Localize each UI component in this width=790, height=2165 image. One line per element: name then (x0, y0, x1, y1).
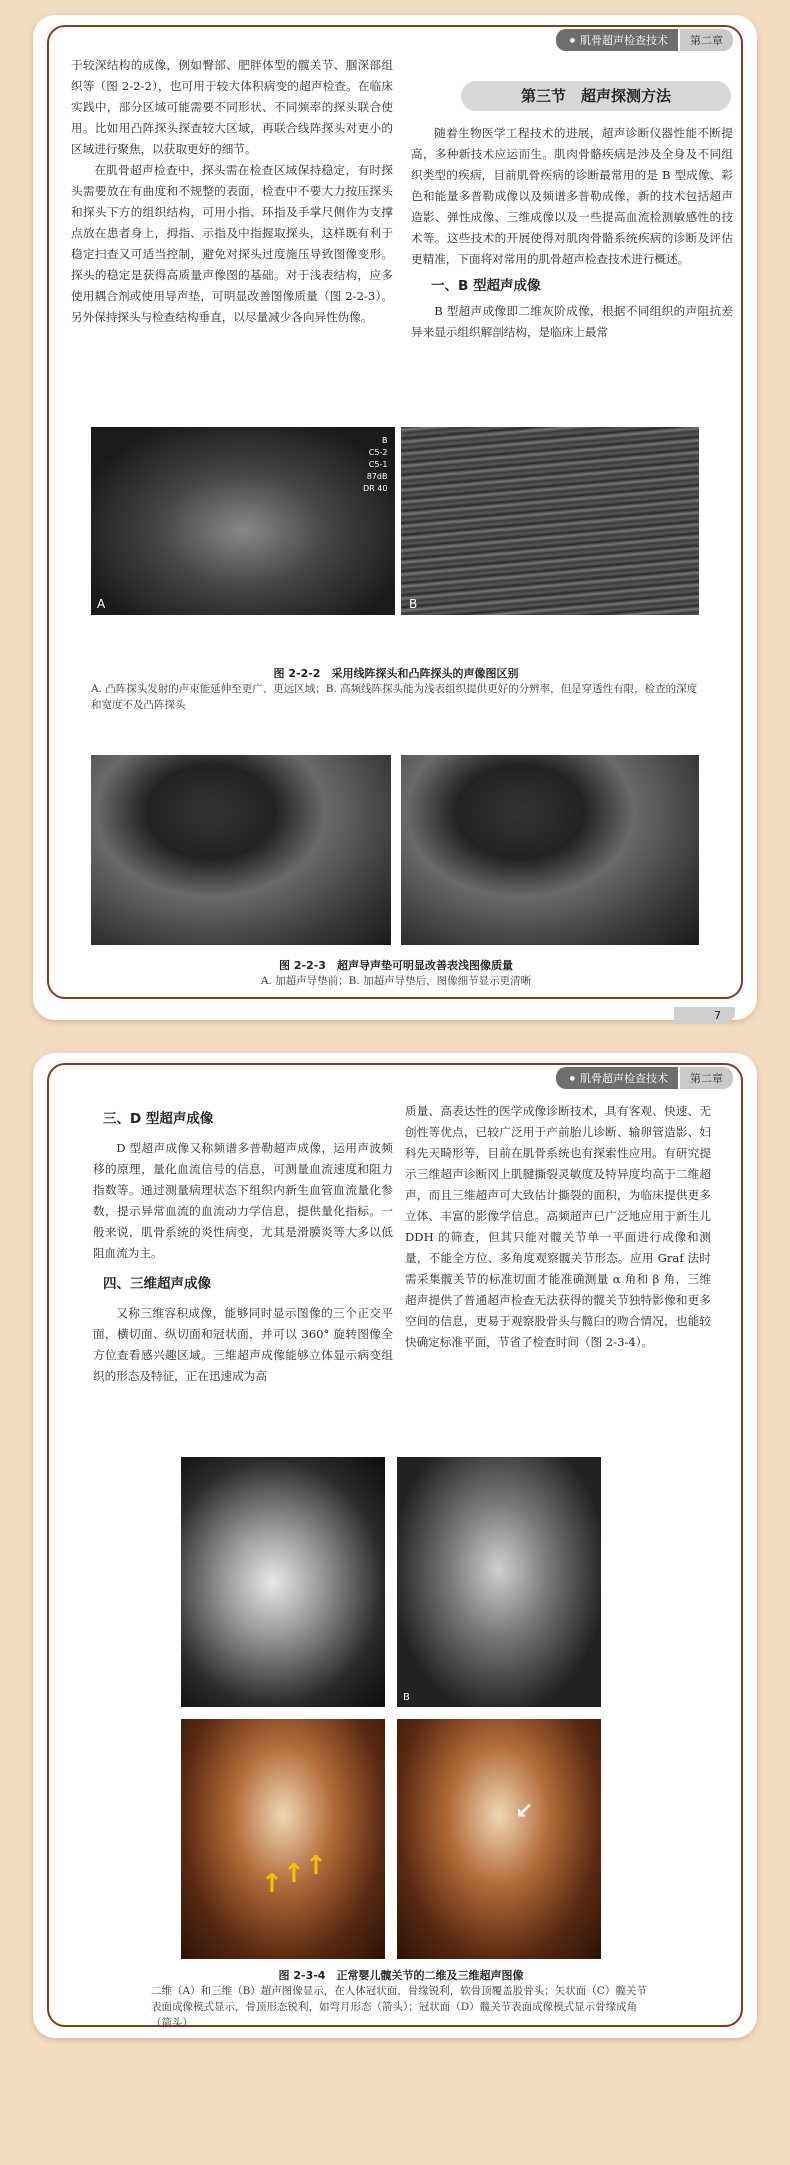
running-header (556, 1067, 733, 1089)
chapter-label: 第二章 (680, 29, 733, 51)
bullet-icon: ● (569, 1074, 575, 1082)
arrow-up-icon: ↑ (283, 1859, 305, 1889)
paragraph: 于较深结构的成像，例如臀部、肥胖体型的髋关节、腘深部组织等（图 2-2-2），也可用于较大体积病变的超声检查。在临床实践中，部分区域可能需要不同形状、不同频率的探头联合使用。比如用凸阵探头探查较大区域，再联合线阵探头对更小的区域进行聚焦，以获取更好的细节。 (71, 58, 393, 156)
paragraph: 质量、高表达性的医学成像诊断技术，具有客观、快速、无创性等优点，已较广泛用于产前胎儿诊断、输卵管造影、妇科先天畸形等，目前在肌骨系统也有探索性应用。有研究提示三维超声诊断冈上肌腱撕裂灵敏度及特异度均高于二维超声，而且三维超声可大致估计撕裂的面积，为临床提供更多立体、丰富的影像学信息。高频超声已广泛地应用于新生儿 DDH 的筛查，但其只能对髋关节单一平面进行成像和测量，不能全方位、多角度观察髋关节形态。应用 Graf 法时需采集髋关节的标准切面才能准确测量 α 角和 β 角，三维超声提供了普通超声检查无法获得的髋关节独特影像和更多空间的信息，更易于观察股骨头与髋臼的吻合情况，也能较快确定标准平面，节省了检查时间（图 2-3-4）。 (405, 1104, 711, 1349)
ultrasound-image-linear (401, 427, 699, 615)
right-column (411, 123, 733, 343)
paragraph: B 型超声成像即二维灰阶成像，根据不同组织的声阻抗差异来显示组织解剖结构，是临床上最常 (411, 304, 733, 339)
hip-3d-ultrasound-image (397, 1457, 601, 1707)
arrow-up-icon: ↑ (261, 1869, 283, 1899)
subsection-title: 一、B 型超声成像 (431, 278, 541, 294)
hip-surface-sagittal-image (181, 1719, 385, 1959)
ultrasound-image-after-pad (401, 755, 699, 945)
image-label-b: B (403, 1692, 410, 1703)
figure-title: 图 2-2-3 超声导声垫可明显改善表浅图像质量 (279, 959, 513, 972)
arrow-left-icon: ↙ (515, 1799, 534, 1824)
arrow-up-icon: ↑ (305, 1851, 327, 1881)
book-page-2 (33, 1053, 757, 2038)
hip-2d-ultrasound-image (181, 1457, 385, 1707)
ultrasound-image-convex (91, 427, 395, 615)
book-title: 肌骨超声检查技术 (580, 34, 668, 47)
figure-description: 二维（A）和三维（B）超声图像显示，在人体冠状面，骨缘锐利，软骨顶覆盖股骨头；矢状面（C）髋关节表面成像模式显示，骨顶形态锐利，如弯月形态（箭头）；冠状面（D）髋关节表面成像模式显示骨缘成角（箭头） (151, 1985, 647, 2029)
figure-description: A. 加超声导垫前；B. 加超声导垫后，图像细节显示更清晰 (260, 975, 532, 987)
paragraph: 在肌骨超声检查中，探头需在检查区域保持稳定，有时探头需要放在有曲度和不规整的表面，检查中不要大力按压探头和探头下方的组织结构，可用小指、环指及手掌尺侧作为支撑点放在患者身上，拇指、示指及中指握取探头，这样既有利于稳定扫查又可适当控制，避免对探头过度施压导致图像变形。探头的稳定是获得高质量声像图的基础。对于浅表结构，应多使用耦合剂或使用导声垫，可明显改善图像质量（图 2-2-3）。另外保持探头与检查结构垂直，以尽量减少各向异性伪像。 (71, 163, 393, 324)
figure-caption (91, 957, 701, 989)
book-page-1 (33, 15, 757, 1020)
image-label-a: A (97, 597, 106, 611)
page-number: 7 (674, 1007, 735, 1024)
image-label-b: B (409, 597, 418, 611)
left-column (71, 55, 393, 328)
section-title: 第三节 超声探测方法 (461, 81, 731, 111)
ultrasound-image-before-pad (91, 755, 391, 945)
chapter-label: 第二章 (680, 1067, 733, 1089)
left-column (93, 1109, 393, 1387)
us-params: B C5-2 C5-1 87dB DR 40 (363, 436, 388, 493)
hip-surface-coronal-image (397, 1719, 601, 1959)
figure-title: 图 2-2-2 采用线阵探头和凸阵探头的声像图区别 (273, 667, 519, 680)
paragraph: 又称三维容积成像，能够同时显示图像的三个正交平面，横切面、纵切面和冠状面，并可以 360° 旋转图像全方位查看感兴趣区域。三维超声成像能够立体显示病变组织的形态及特征，正在迅速成为高 (93, 1306, 393, 1383)
figure-description: A. 凸阵探头发射的声束能延伸至更广、更远区域；B. 高频线阵探头能为浅表组织提供更好的分辨率，但是穿透性有限，检查的深度和宽度不及凸阵探头 (91, 683, 698, 711)
subsection-title: 三、D 型超声成像 (103, 1111, 214, 1127)
bullet-icon: ● (569, 36, 575, 44)
book-title: 肌骨超声检查技术 (580, 1072, 668, 1085)
figure-title: 图 2-3-4 正常婴儿髋关节的二维及三维超声图像 (278, 1969, 524, 1982)
paragraph: 随着生物医学工程技术的进展，超声诊断仪器性能不断提高，多种新技术应运而生。肌肉骨骼疾病是涉及全身及不同组织类型的疾病，目前肌骨疾病的诊断最常用的是 B 型成像、彩色和能量多普勒成像以及频谱多普勒成像，新的技术包括超声造影、弹性成像、三维成像以及一些提高血流检测敏感性的技术等。这些技术的开展使得对肌肉骨骼系统疾病的诊断及评估更精准，下面将对常用的肌骨超声检查技术进行概述。 (411, 126, 733, 266)
figure-caption (151, 1967, 651, 2031)
running-header (556, 29, 733, 51)
paragraph: D 型超声成像又称频谱多普勒超声成像，运用声波频移的原理，量化血流信号的信息，可测量血流速度和阻力指数等。通过测量病理状态下组织内新生血管血流量化参数，提示异常血流的血流动力学信息，提供量化指标。一般来说，肌骨系统的炎性病变，尤其是滑膜炎等大多以低阻血流为主。 (93, 1141, 393, 1260)
subsection-title: 四、三维超声成像 (103, 1276, 211, 1292)
figure-caption (91, 665, 701, 713)
right-column (405, 1101, 711, 1353)
